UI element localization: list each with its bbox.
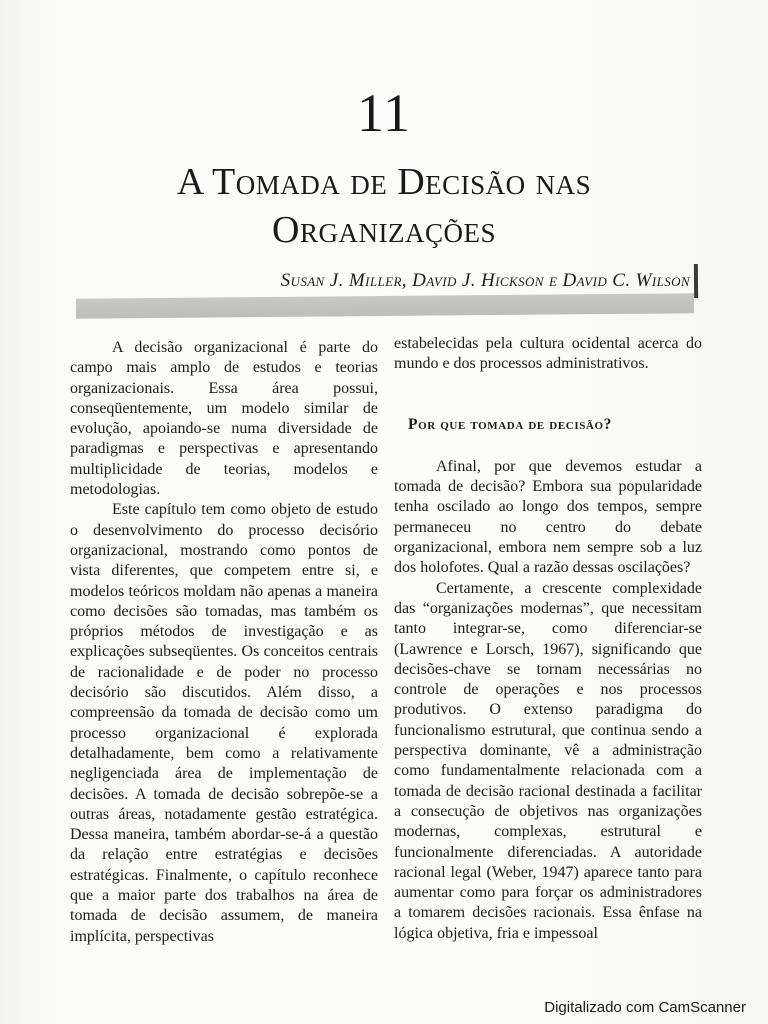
scanner-watermark: Digitalizado com CamScanner [544,999,746,1016]
chapter-authors: Susan J. Miller, David J. Hickson e David C. Wilson [280,270,690,291]
body-paragraph-continuation: estabelecidas pela cultura ocidental acerca do mundo e dos processos administrativos. [394,335,702,373]
chapter-number: 11 [357,83,411,143]
chapter-title-line-1: A Tomada de Decisão nas [176,161,592,203]
body-paragraph: Este capítulo tem como objeto de estudo o desenvolvimento do processo decisório organizacional, mostrando como pontos de vista diferentes, que competem entre si, e modelos teóricos moldam não apenas a maneira como decisões são tomadas, mas também os próprios métodos de investigação e as explicações subseqüentes. Os conceitos centrais de racionalidade e de poder no processo decisório são discutidos. Além disso, a compreensão da tomada de decisão como um processo organizacional é explorada detalhadamente, bem como a relativamente negligenciada área de implementação de decisões. A tomada de decisão sobrepõe-se a outras áreas, notadamente gestão estratégica. Dessa maneira, também abordar-se-á a questão da relação entre estratégias e decisões estratégicas. Finalmente, o capítulo reconhece que a maior parte dos trabalhos na área de tomada de decisão assumem, de maneira implícita, perspectivas [70,501,378,945]
body-paragraph: A decisão organizacional é parte do campo mais amplo de estudos e teorias organizacionais. Essa área possui, conseqüentemente, um modelo similar de evolução, apoiando-se numa diversidade de paradigmas e perspectivas e apresentando multiplicidade de teorias, modelos e metodologias. [70,339,378,499]
title-rule-bar [76,293,694,318]
left-column [70,338,378,947]
body-paragraph: Certamente, a crescente complexidade das “organizações modernas”, que necessitam tanto integrar-se, como diferenciar-se (Lawrence e Lorsch, 1967), significando que decisões-chave se tornam necessárias no controle de operações e nos processos produtivos. O extenso paradigma do funcionalismo estrutural, que continua sendo a perspectiva dominante, vê a administração como fundamentalmente relacionada com a tomada de decisão racional destinada a facilitar a consecução de objetivos nas organizações modernas, complexas, estrutural e funcionalmente diferenciadas. A autoridade racional legal (Weber, 1947) aparece tanto para aumentar como para forçar os administradores a tomarem decisões racionais. Essa ênfase na lógica objetiva, fria e impessoal [394,579,702,942]
title-rule-post [694,264,698,298]
chapter-title-line-2: Organizações [272,209,496,251]
right-column [394,334,702,944]
section-heading: Por que tomada de decisão? [408,415,612,433]
body-paragraph: Afinal, por que devemos estudar a tomada de decisão? Embora sua popularidade tenha oscilado ao longo dos tempos, sempre permaneceu no centro do debate organizacional, embora nem sempre sob a luz dos holofotes. Qual a razão dessas oscilações? [394,457,702,577]
